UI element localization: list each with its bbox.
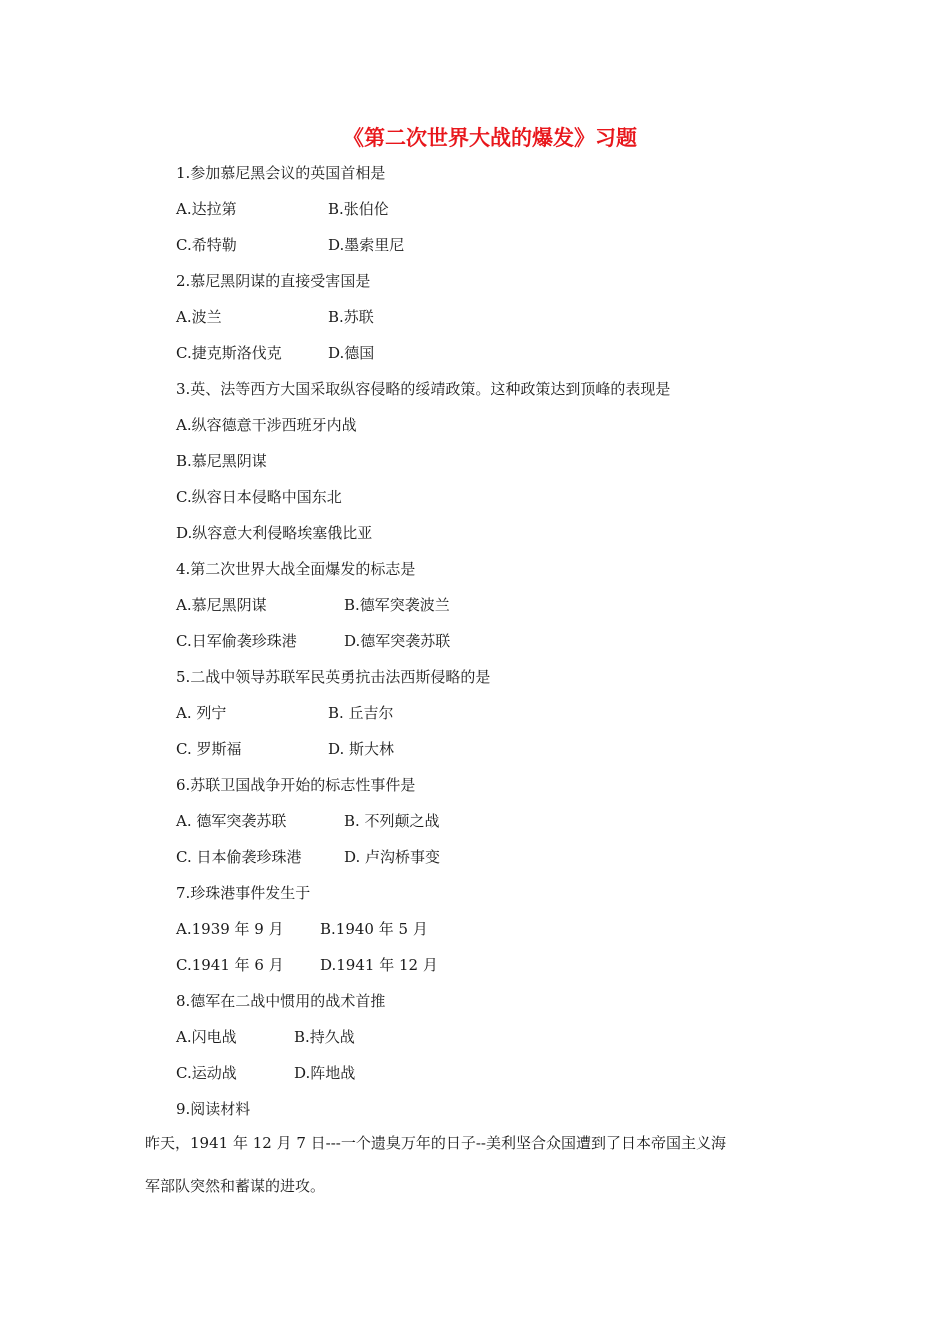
question-stem: 1.参加慕尼黑会议的英国首相是	[176, 164, 386, 182]
answer-option: C. 日本偷袭珍珠港	[176, 848, 302, 866]
answer-option: C.运动战	[176, 1064, 237, 1082]
answer-option: B. 不列颠之战	[344, 812, 440, 830]
answer-option: B.持久战	[294, 1028, 355, 1046]
answer-option: D.墨索里尼	[328, 236, 405, 254]
option-row	[176, 739, 395, 759]
option-row	[176, 631, 451, 651]
option-row	[176, 235, 405, 255]
question-stem: 6.苏联卫国战争开始的标志性事件是	[176, 776, 416, 794]
answer-option: A.闪电战	[176, 1028, 237, 1046]
question-stem: 4.第二次世界大战全面爆发的标志是	[176, 560, 416, 578]
answer-option: D.德国	[328, 344, 375, 362]
answer-option: B.苏联	[328, 308, 374, 326]
option-row	[176, 811, 440, 831]
option-row	[176, 1027, 355, 1047]
answer-option: C.捷克斯洛伐克	[176, 344, 282, 362]
question-stem: 7.珍珠港事件发生于	[176, 884, 311, 902]
answer-option: A. 列宁	[176, 704, 227, 722]
answer-option: D.阵地战	[294, 1064, 356, 1082]
option-row	[176, 919, 428, 939]
passage-line-2: 军部队突然和蓄谋的进攻。	[145, 1177, 326, 1195]
answer-option: A.1939 年 9 月	[176, 920, 284, 938]
option-row	[176, 595, 450, 615]
answer-option: B.德军突袭波兰	[344, 596, 450, 614]
answer-option: B. 丘吉尔	[328, 704, 394, 722]
option-row	[176, 955, 438, 975]
option-row	[176, 307, 374, 327]
answer-option: C. 罗斯福	[176, 740, 242, 758]
answer-option: D.德军突袭苏联	[344, 632, 451, 650]
option-row	[176, 703, 394, 723]
answer-option: D.1941 年 12 月	[320, 956, 438, 974]
answer-option: C.日军偷袭珍珠港	[176, 632, 297, 650]
answer-option: C.纵容日本侵略中国东北	[176, 488, 342, 506]
answer-option: A.慕尼黑阴谋	[176, 596, 267, 614]
passage-line-1: 昨天，1941 年 12 月 7 日---一个遗臭万年的日子--美利坚合众国遭到了日本帝国主义海	[145, 1134, 726, 1152]
option-row	[176, 451, 267, 471]
answer-option: A. 德军突袭苏联	[176, 812, 287, 830]
option-row	[176, 523, 372, 543]
option-row	[176, 487, 342, 507]
answer-option: B.慕尼黑阴谋	[176, 452, 267, 470]
option-row	[176, 415, 357, 435]
answer-option: D. 斯大林	[328, 740, 395, 758]
answer-option: A.波兰	[176, 308, 222, 326]
option-row	[176, 1063, 356, 1083]
question-stem: 8.德军在二战中惯用的战术首推	[176, 992, 386, 1010]
option-row	[176, 847, 441, 867]
question-stem: 5.二战中领导苏联军民英勇抗击法西斯侵略的是	[176, 668, 491, 686]
answer-option: D. 卢沟桥事变	[344, 848, 441, 866]
option-row	[176, 199, 389, 219]
page-title: 《第二次世界大战的爆发》习题	[343, 126, 637, 150]
question-stem: 9.阅读材料	[176, 1100, 251, 1118]
answer-option: A.达拉第	[176, 200, 237, 218]
answer-option: A.纵容德意干涉西班牙内战	[176, 416, 357, 434]
answer-option: D.纵容意大利侵略埃塞俄比亚	[176, 524, 373, 542]
answer-option: C.1941 年 6 月	[176, 956, 284, 974]
question-stem: 3.英、法等西方大国采取纵容侵略的绥靖政策。这种政策达到顶峰的表现是	[176, 380, 671, 398]
question-stem: 2.慕尼黑阴谋的直接受害国是	[176, 272, 371, 290]
option-row	[176, 343, 375, 363]
answer-option: C.希特勒	[176, 236, 237, 254]
answer-option: B.张伯伦	[328, 200, 389, 218]
answer-option: B.1940 年 5 月	[320, 920, 428, 938]
